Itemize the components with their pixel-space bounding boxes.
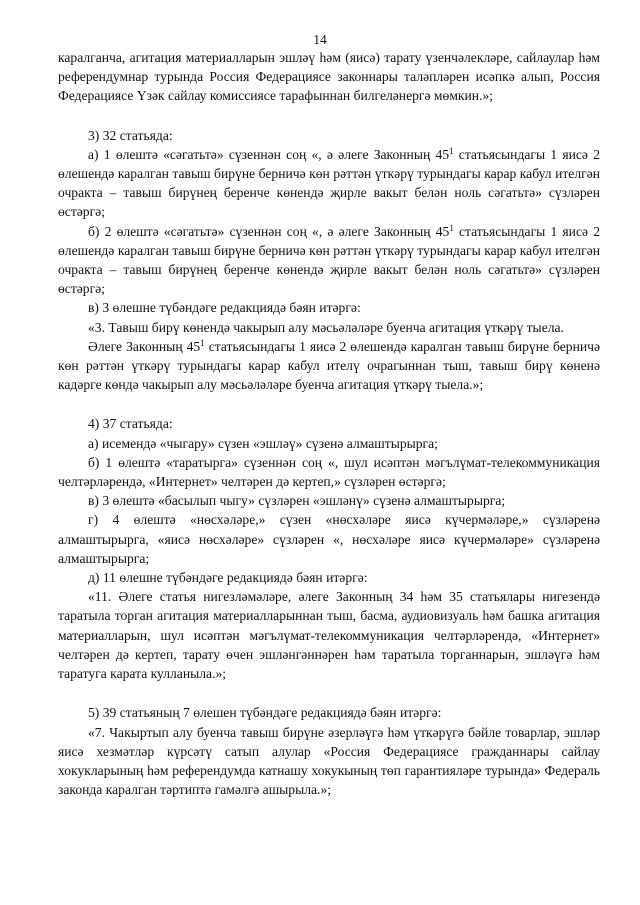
- paragraph-continuation: каралганча, агитация материалларын эшләү һәм (яисә) тарату үзенчәлекләре, сайлаулар һәм референдумнар турында Россия Федерациясе законнары таләпләрен исәпкә алып, Россия Федерациясе Үзәк сайлау комиссиясе тарафыннан билгеләнергә мөмкин.»;: [58, 50, 600, 104]
- paragraph-article-37-heading: 4) 37 статьяда:: [88, 416, 173, 432]
- document-body: [58, 48, 600, 799]
- paragraph-article-37-d: д) 11 өлешне түбәндәге редакциядә бәян итәргә:: [88, 570, 368, 586]
- page-number: 14: [313, 32, 327, 47]
- paragraph-article-32-a: а) 1 өлештә «сәгатьтә» сүзеннән соң «, ә әлеге Законның $45^1$ статьясындагы 1 яисә 2 өлешендә каралган тавыш бирүне берничә көн рәттән үткәрү турындагы карар кабул ителгән очракта – тавыш бирүнең беренче көнендә җирле вакыт белән ноль сәгатьтә» сүзләрен өстәргә;: [58, 145, 600, 220]
- paragraph-quote-part-7: «7. Чакыртып алу буенча тавыш бирүне әзерләүгә һәм үткәрүгә бәйле товарлар, эшләр яисә хезмәтләр күрсәтү сатып алулар «Россия Федерациясе гражданнары сайлау хокукларының һәм референдумда катнашу хокукының төп гарантияләре турында» Федераль законда каралган тәртиптә гамәлгә ашырыла.»;: [58, 724, 600, 798]
- paragraph-article-32-v: в) 3 өлешне түбәндәге редакциядә бәян итәргә:: [88, 300, 361, 316]
- paragraph-quote-part-11: «11. Әлеге статья нигезләмәләре, әлеге Законның 34 һәм 35 статьялары нигезендә таратыла торган агитация материалларыннан тыш, басма, аудиовизуаль һәм башка агитация материалларын, шул исәптән мәгълүмат-телекоммуникация челтәрләрендә, «Интернет» челтәрен дә кертеп, тарату өчен эшләнгәннәрен һәм таратыла торганнарын, эшләүгә һәм таратуга карата кулланыла.»;: [58, 589, 600, 682]
- paragraph-article-32-heading: 3) 32 статьяда:: [88, 127, 173, 143]
- paragraph-article-37-v: в) 3 өлештә «басылып чыгу» сүзләрен «эшләнү» сүзенә алмаштырырга;: [88, 493, 506, 509]
- paragraph-article-32-b: б) 2 өлештә «сәгатьтә» сүзеннән соң «, ә әлеге Законның $45^1$ статьясындагы 1 яисә 2 өлешендә каралган тавыш бирүне берничә көн рәттән үткәрү турындагы карар кабул ителгән очракта – тавыш бирүнең беренче көнендә җирле вакыт белән ноль сәгатьтә» сүзләрен өстәргә;: [58, 222, 600, 297]
- paragraph-quote-part-3: «3. Тавыш бирү көнендә чакырып алу мәсьәләләре буенча агитация үткәрү тыела.: [88, 319, 564, 335]
- paragraph-article-39-heading: 5) 39 статьяның 7 өлешен түбәндәге редакциядә бәян итәргә:: [88, 705, 442, 721]
- paragraph-article-37-b: б) 1 өлештә «таратырга» сүзеннән соң «, шул исәптән мәгълүмат-телекоммуникация челтәрләрендә, «Интернет» челтәрен дә кертеп,» сүзләрен өстәргә;: [58, 454, 600, 490]
- paragraph-quote-part-3-cont: Әлеге Законның $45^1$ статьясындагы 1 яисә 2 өлешендә каралган тавыш бирүне берничә көн рәттән үткәрү турындагы карар кабул ителү очрагыннан тыш, тавыш бирү көненә кадәрге көндә чакырып алу мәсьәләләре буенча агитация үткәрү тыела.»;: [58, 337, 601, 393]
- paragraph-article-37-a: а) исемендә «чыгару» сүзен «эшләү» сүзенә алмаштырырга;: [88, 435, 438, 451]
- paragraph-article-37-g: г) 4 өлештә «нөсхәләре,» сүзен «нөсхәләре яисә күчермәләре,» сүзләренә алмаштырырга, «яисә нөсхәләре» сүзләрен «, нөсхәләре яисә күчермәләре» сүзләренә алмаштырырга;: [58, 512, 600, 566]
